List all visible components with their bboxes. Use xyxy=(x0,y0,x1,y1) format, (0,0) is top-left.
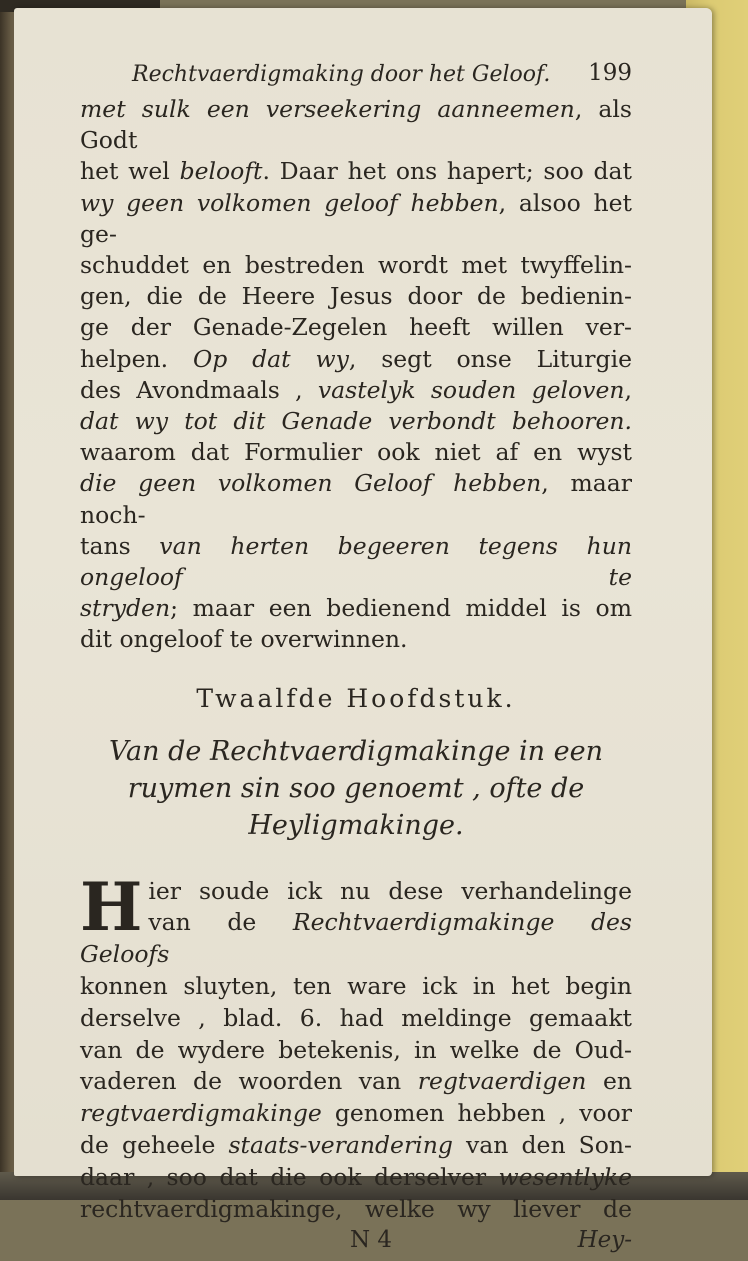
catchword: Hey- xyxy=(577,1227,632,1254)
body-paragraph xyxy=(80,94,632,656)
book-page xyxy=(14,8,712,1254)
text-segment: vaderen de woorden van xyxy=(80,1067,418,1096)
text-segment: van de wydere betekenis, in welke de Oud- xyxy=(80,1035,632,1064)
text-line xyxy=(80,281,632,312)
text-segment: ier soude ick nu dese verhandelinge xyxy=(148,876,632,905)
text-line xyxy=(80,1194,632,1226)
text-segment: genomen hebben , voor xyxy=(321,1099,632,1128)
text-segment: van den Son- xyxy=(452,1131,632,1160)
text-line xyxy=(80,531,632,593)
page-number: 199 xyxy=(588,60,632,86)
text-line xyxy=(80,344,632,375)
text-line xyxy=(80,375,632,406)
text-segment: , alsoo het ge- xyxy=(80,188,632,248)
italic-text: wesentlyke xyxy=(498,1162,632,1191)
italic-text: stryden xyxy=(80,594,171,623)
italic-text: belooft xyxy=(179,157,263,186)
text-line xyxy=(80,406,632,437)
text-segment: gen, die de Heere Jesus door de bedienin- xyxy=(80,282,632,311)
text-line xyxy=(80,1003,632,1035)
running-head xyxy=(80,58,632,94)
text-segment: schuddet en bestreden wordt met twyffelin- xyxy=(80,251,632,280)
italic-text: regtvaerdigmakinge xyxy=(80,1099,322,1128)
italic-text: Rechtvaerdigmakinge des Geloofs xyxy=(80,908,632,969)
italic-text: wy geen volkomen geloof hebben xyxy=(80,188,499,217)
text-line xyxy=(80,94,632,156)
italic-text: van herten begeeren tegens hun ongeloof te xyxy=(80,531,632,592)
text-line xyxy=(80,907,632,971)
text-segment: , als Godt xyxy=(80,95,632,155)
text-line xyxy=(80,468,632,530)
text-segment: ; maar een bedienend middel is om xyxy=(170,594,632,623)
text-line xyxy=(80,1130,632,1162)
page-footer xyxy=(80,1227,632,1261)
text-segment: het wel xyxy=(80,157,180,186)
text-line xyxy=(80,156,632,187)
chapter-title-line: Heyligmakinge. xyxy=(248,809,464,841)
text-segment: , maar noch- xyxy=(80,469,632,529)
text-segment: des Avondmaals , xyxy=(80,375,318,404)
text-line xyxy=(80,624,632,655)
page-text-block xyxy=(80,58,632,1261)
chapter-title xyxy=(80,733,632,844)
italic-text: dat wy tot dit Genade verbondt behooren. xyxy=(80,407,632,436)
italic-text: die geen volkomen Geloof hebben xyxy=(80,469,542,498)
text-segment: . Daar het ons hapert; soo dat xyxy=(262,157,632,186)
italic-text: staats-verandering xyxy=(228,1131,453,1160)
text-segment: , segt onse Liturgie xyxy=(348,344,632,373)
text-line xyxy=(80,250,632,281)
text-line xyxy=(80,1098,632,1130)
text-line xyxy=(80,437,632,468)
text-segment: waarom dat Formulier ook niet af en wyst xyxy=(80,438,632,467)
text-segment: daar , soo dat die ook derselver xyxy=(80,1162,499,1191)
text-segment: en xyxy=(586,1067,633,1096)
text-segment: , xyxy=(624,375,632,404)
text-line xyxy=(80,188,632,250)
signature-mark: N 4 xyxy=(350,1227,393,1254)
text-segment: rechtvaerdigmakinge, welke wy liever de xyxy=(80,1194,632,1223)
text-line xyxy=(80,1035,632,1067)
text-line xyxy=(80,1162,632,1194)
italic-text: met sulk een verseekering aanneemen xyxy=(80,95,575,123)
text-line xyxy=(80,593,632,624)
chapter-title-line: ruymen sin soo genoemt , ofte de xyxy=(127,772,585,804)
text-segment: derselve , blad. 6. had meldinge gemaakt xyxy=(80,1003,632,1032)
text-segment: van de xyxy=(148,908,293,937)
running-head-title: Rechtvaerdigmaking door het Geloof. xyxy=(132,62,551,87)
text-segment: helpen. xyxy=(80,344,193,373)
italic-text: regtvaerdigen xyxy=(417,1067,587,1096)
chapter-title-line: Van de Rechtvaerdigmakinge in een xyxy=(109,735,603,767)
section-paragraph xyxy=(80,867,633,1226)
text-segment: de geheele xyxy=(80,1131,229,1160)
text-line xyxy=(80,312,632,343)
text-line xyxy=(80,1066,632,1098)
text-line xyxy=(80,971,632,1003)
text-line xyxy=(80,876,632,908)
drop-cap: H xyxy=(80,867,143,946)
text-segment: dit ongeloof te overwinnen. xyxy=(80,625,408,654)
text-segment: tans xyxy=(80,531,160,560)
text-segment: ge der Genade-Zegelen heeft willen ver- xyxy=(80,313,632,342)
chapter-heading: Twaalfde Hoofdstuk. xyxy=(196,683,516,713)
italic-text: Op dat wy xyxy=(192,344,349,373)
italic-text: vastelyk souden geloven xyxy=(317,375,625,404)
text-segment: konnen sluyten, ten ware ick in het begin xyxy=(80,972,632,1001)
